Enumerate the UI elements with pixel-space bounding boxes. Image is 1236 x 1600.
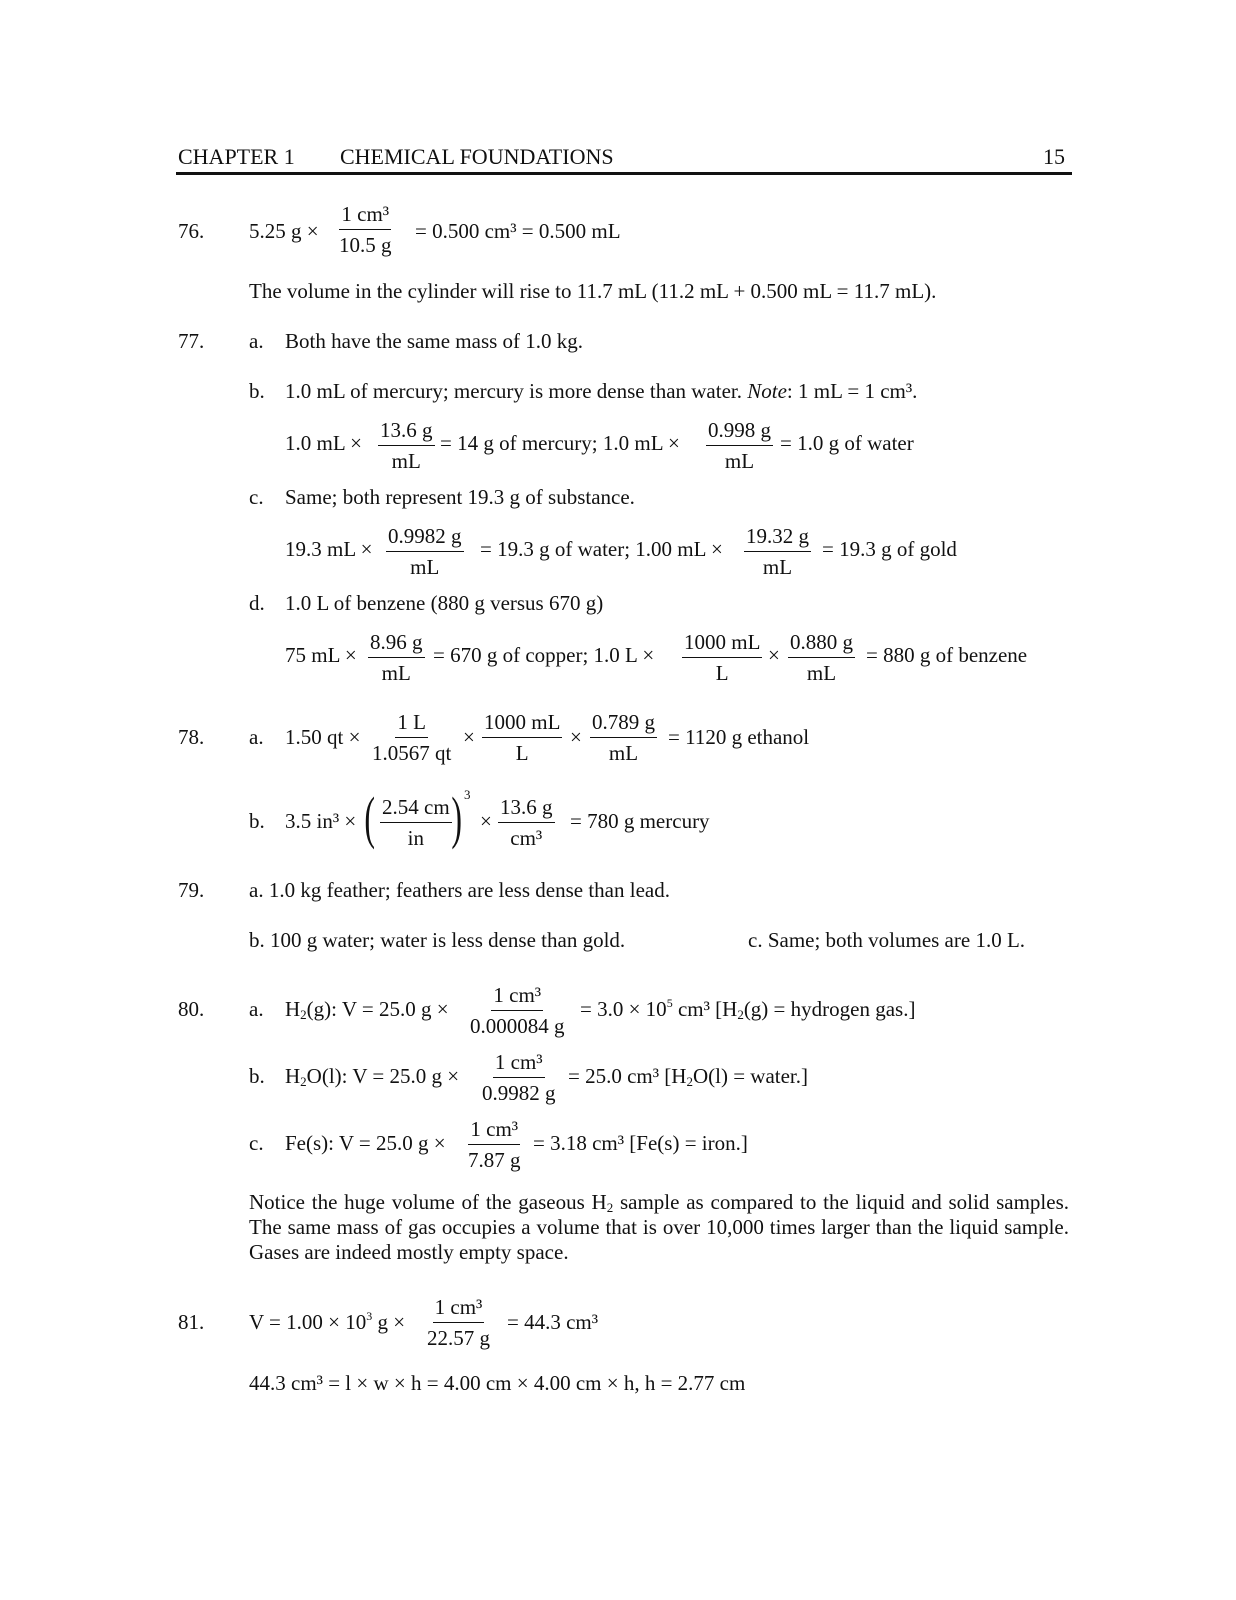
exponent: 3 (366, 1309, 373, 1323)
fraction-numerator: 13.6 g (378, 420, 435, 446)
equation-lhs (285, 999, 449, 1020)
answer-text-part: 1.0 mL of mercury; mercury is more dense than water. (285, 379, 748, 403)
answer-text: b. 100 g water; water is less dense than gold. (249, 928, 626, 952)
fraction (590, 712, 657, 764)
part-label: b. (249, 379, 265, 403)
subscript: 2 (737, 1007, 744, 1022)
part-label: d. (249, 591, 265, 615)
fraction (378, 420, 435, 472)
problem-number: 79. (178, 878, 205, 902)
fraction (706, 420, 773, 472)
fraction-denominator: mL (410, 555, 440, 579)
fraction-numerator: 1000 mL (682, 632, 762, 658)
part-label: a. (249, 329, 264, 353)
fraction (788, 632, 855, 684)
times-sign: × (570, 725, 582, 749)
equation-middle: = 14 g of mercury; 1.0 mL × (440, 431, 680, 455)
problem-number: 81. (178, 1310, 205, 1334)
fraction-denominator: 7.87 g (468, 1148, 521, 1172)
fraction-denominator: 0.9982 g (482, 1081, 556, 1105)
formula-part: g × (372, 1310, 406, 1334)
subscript: 2 (686, 1074, 693, 1089)
right-paren: ) (451, 785, 462, 850)
left-paren: ( (364, 785, 375, 850)
explanation-text: The volume in the cylinder will rise to 11.7 mL (11.2 mL + 0.500 mL = 11.7 mL). (249, 279, 937, 303)
fraction-denominator: L (715, 661, 729, 685)
fraction-numerator: 1 cm³ (433, 1297, 485, 1323)
part-label: b. (249, 1064, 265, 1088)
chapter-title: CHEMICAL FOUNDATIONS (340, 144, 614, 169)
times-sign: × (768, 643, 780, 667)
fraction-denominator: cm³ (510, 826, 543, 850)
exponent: 3 (464, 787, 471, 802)
answer-text: Same; both represent 19.3 g of substance. (285, 485, 635, 509)
equation-rhs (580, 996, 916, 1022)
answer-text: Both have the same mass of 1.0 kg. (285, 329, 584, 353)
fraction-numerator: 2.54 cm (380, 797, 452, 823)
formula-part: O(l) = water.] (692, 1064, 809, 1088)
fraction-denominator: 0.000084 g (470, 1014, 565, 1038)
fraction (466, 1119, 523, 1171)
problem-number: 76. (178, 219, 205, 243)
fraction-denominator: 1.0567 qt (372, 741, 452, 765)
fraction-denominator: mL (724, 449, 755, 473)
fraction-denominator: 10.5 g (339, 233, 392, 257)
fraction-numerator: 0.789 g (590, 712, 657, 738)
answer-text (285, 381, 917, 402)
formula-part: H (285, 1064, 301, 1088)
fraction-denominator: mL (381, 661, 411, 685)
fraction-numerator: 1 cm³ (468, 1119, 520, 1145)
equation-lhs: 5.25 g × (249, 219, 319, 243)
fraction-numerator: 0.880 g (788, 632, 855, 658)
equation-rhs: = 1.0 g of water (780, 431, 914, 455)
subscript: 2 (300, 1007, 307, 1022)
equation-lhs: Fe(s): V = 25.0 g × (285, 1131, 446, 1155)
fraction (482, 712, 562, 764)
explanation-text: 44.3 cm³ = l × w × h = 4.00 cm × 4.00 cm × h, h = 2.77 cm (249, 1371, 746, 1395)
fraction-denominator: mL (608, 741, 639, 765)
fraction (370, 712, 453, 764)
equation-rhs: = 3.18 cm³ [Fe(s) = iron.] (533, 1131, 748, 1155)
fraction-numerator: 19.32 g (744, 526, 811, 552)
fraction-numerator: 1 L (395, 712, 428, 738)
formula-part: V = 1.00 × 10 (249, 1310, 367, 1334)
equation-lhs: 75 mL × (285, 643, 357, 667)
equation-lhs: 19.3 mL × (285, 537, 373, 561)
equation-lhs (285, 1066, 459, 1087)
equation-rhs: = 44.3 cm³ (507, 1310, 599, 1334)
problem-number: 77. (178, 329, 205, 353)
fraction (498, 797, 555, 849)
answer-text: c. Same; both volumes are 1.0 L. (748, 928, 1026, 952)
formula-part: = 3.0 × 10 (580, 997, 667, 1021)
times-sign: × (480, 809, 492, 833)
fraction (386, 526, 464, 578)
equation-rhs: = 19.3 g of gold (822, 537, 957, 561)
equation-middle: = 19.3 g of water; 1.00 mL × (480, 537, 723, 561)
part-label: b. (249, 809, 265, 833)
equation-rhs: = 780 g mercury (570, 809, 710, 833)
formula-part: (g): V = 25.0 g × (306, 997, 449, 1021)
fraction-numerator: 8.96 g (368, 632, 425, 658)
formula-part: cm³ [H (672, 997, 738, 1021)
fraction-numerator: 0.998 g (706, 420, 773, 446)
fraction-denominator: in (407, 826, 424, 850)
equation-rhs: = 0.500 cm³ = 0.500 mL (415, 219, 621, 243)
fraction (425, 1297, 492, 1349)
fraction-denominator: L (515, 741, 529, 765)
problem-number: 80. (178, 997, 205, 1021)
part-label: c. (249, 1131, 264, 1155)
fraction-denominator: mL (762, 555, 793, 579)
equation-middle: = 670 g of copper; 1.0 L × (433, 643, 655, 667)
fraction-denominator: mL (806, 661, 837, 685)
fraction (480, 1052, 558, 1104)
equation-rhs: = 880 g of benzene (866, 643, 1028, 667)
fraction-numerator: 1 cm³ (491, 985, 543, 1011)
fraction (380, 797, 452, 849)
fraction-numerator: 1 cm³ (493, 1052, 545, 1078)
answer-text-part: : 1 mL = 1 cm³. (786, 379, 918, 403)
formula-part: H (285, 997, 301, 1021)
answer-text: 1.0 L of benzene (880 g versus 670 g) (285, 591, 604, 615)
equation-rhs (568, 1066, 808, 1087)
subscript: 2 (300, 1074, 307, 1089)
fraction-denominator: mL (391, 449, 421, 473)
equation-lhs (249, 1309, 406, 1334)
fraction-numerator: 1000 mL (482, 712, 562, 738)
fraction (337, 204, 394, 256)
exponent: 5 (666, 996, 673, 1010)
subscript: 2 (606, 1200, 614, 1215)
equation-lhs: 1.50 qt × (285, 725, 361, 749)
equation-lhs: 1.0 mL × (285, 431, 362, 455)
chapter-label: CHAPTER 1 (178, 144, 295, 169)
paragraph-part: sample as compared to the liquid and solid samples. The same mass of gas occupies a volume that is over 10,000 times larger than the liquid sample. Gases are indeed mostly empty space. (249, 1190, 1070, 1264)
paragraph-part: Notice the huge volume of the gaseous H (249, 1190, 607, 1214)
answer-text: a. 1.0 kg feather; feathers are less dense than lead. (249, 878, 670, 902)
fraction-numerator: 13.6 g (498, 797, 555, 823)
problem-number: 78. (178, 725, 205, 749)
times-sign: × (463, 725, 475, 749)
fraction (468, 985, 567, 1037)
note-label: Note (747, 379, 787, 403)
fraction-denominator: 22.57 g (427, 1326, 490, 1350)
equation-rhs: = 1120 g ethanol (668, 725, 810, 749)
fraction (744, 526, 811, 578)
fraction (682, 632, 762, 684)
equation-lhs: 3.5 in³ × (285, 809, 357, 833)
part-label: a. (249, 725, 264, 749)
formula-part: (g) = hydrogen gas.] (743, 997, 916, 1021)
part-label: a. (249, 997, 264, 1021)
part-label: c. (249, 485, 264, 509)
fraction (368, 632, 425, 684)
fraction-numerator: 1 cm³ (339, 204, 391, 230)
header-rule (176, 172, 1072, 175)
page-number: 15 (1043, 144, 1065, 169)
fraction-numerator: 0.9982 g (386, 526, 464, 552)
formula-part: O(l): V = 25.0 g × (306, 1064, 460, 1088)
formula-part: = 25.0 cm³ [H (568, 1064, 687, 1088)
explanation-paragraph (249, 1190, 1069, 1265)
